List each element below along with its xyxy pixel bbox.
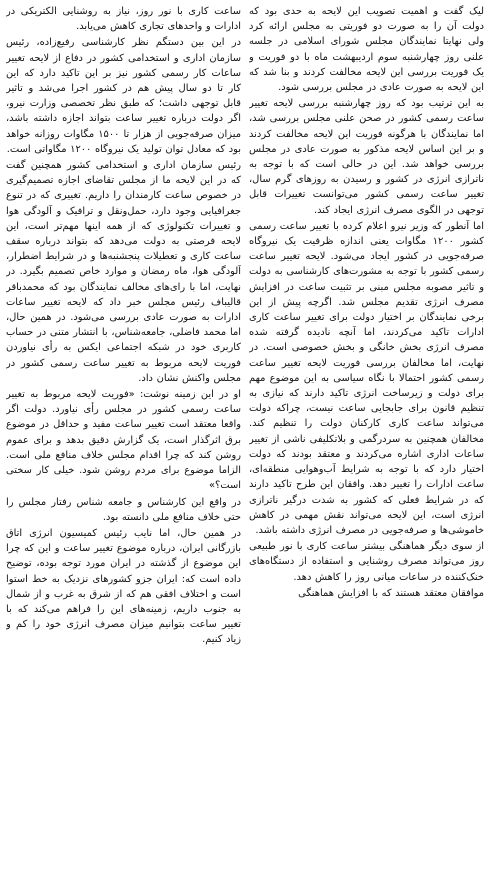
- paragraph: در این بین دستگم نظر کارشناسی رفیع‌زاده، رئیس سازمان اداری و استخدامی کشور در دفاع از لایحه تغییر ساعات کار رسمی کشور نیز بر این تاکید دارد که این کار تا دو سال پیش هم در کشور اجرا می‌شد و تاثیر قابل توجهی داشت؛ که طبق نظر تخصصی وزارت نیرو، اگر دولت درباره تغییر ساعت بتواند اجازه داشته باشد، میزان صرفه‌جویی از هزار تا ۱۵۰۰ مگاوات روزانه خواهد بود که معادل توان تولید یک نیروگاه ۱۲۰۰ مگاواتی است.: [6, 37, 241, 155]
- paragraph: در واقع این کارشناس و جامعه شناس رفتار مجلس را حتی خلاف منافع ملی دانسته بود.: [6, 496, 241, 523]
- paragraph: از سوی دیگر هماهنگی بیشتر ساعت کاری با نور طبیعی روز می‌تواند مصرف روشنایی و استفاده از دستگاه‌های خنک‌کننده در ساعات میانی روز را کاهش دهد.: [249, 541, 484, 583]
- paragraph: ساعت کاری با نور روز، نیاز به روشنایی الکتریکی در ادارات و واحدهای تجاری کاهش می‌یابد.: [6, 6, 241, 33]
- paragraph: به این ترتیب بود که روز چهارشنبه بررسی لایحه تغییر ساعت رسمی کشور در صحن علنی مجلس بررسی شد، اما نمایندگان با هرگونه فوریت این لایحه مخالفت کردند و بر این اساس لایحه مذکور به صورت عادی در مجلس بررسی خواهد شد. این در حالی است که با توجه به ناترازی انرژی در کشور و رسیدن به روزهای گرم سال، تغییر ساعت رسمی کشور می‌توانست تغییرات قابل توجهی در الگوی مصرف انرژی ایجاد کند.: [249, 98, 484, 216]
- article-column-left: [6, 4, 241, 889]
- paragraph: موافقان معتقد هستند که با افزایش هماهنگی: [298, 587, 484, 599]
- paragraph: اما آنطور که وزیر نیرو اعلام کرده با تغییر ساعت رسمی کشور ۱۲۰۰ مگاوات یعنی اندازه ظرفیت یک نیروگاه صرفه‌جویی در کشور ایجاد می‌شود. لایحه تغییر ساعت رسمی کشور با توجه به مشورت‌های کارشناسی به دولت و تاثیر مصوبه مجلس مبنی بر تثبیت ساعت در افزایش مصرف انرژی تقدیم مجلس شد. اگرچه پیش از این برخی نمایندگان بر اختیار دولت برای تغییر ساعت کاری ادارات تاکید می‌کردند، اما آنچه نادیده گرفته شده مصرف انرژی بخش خانگی و بخش خصوصی است. در نهایت، اما مخالفان بررسی فوریت لایحه تغییر ساعت رسمی کشور احتمالا با نگاه سیاسی به این موضوع مهم برای دولت و زیرساخت انرژی تاکید دارند که نیازی به تنظیم قانون برای جابجایی ساعت نیست، چراکه دولت می‌تواند ساعت کاری کارکنان دولت را تنظیم کند. مخالفان همچنین به سردرگمی و بلاتکلیفی ناشی از تغییر ساعات اداری اشاره می‌کردند و معتقد بودند که دولت اختیار دارد که با توجه به شرایط آب‌وهوایی منطقه‌ای، ساعت ادارات را تغییر دهد. وافقان این طرح تاکید دارند که در شرایط فعلی که کشور به شدت درگیر ناترازی انرژی است، این لایحه می‌تواند نقش مهمی در کاهش خاموشی‌ها و صرفه‌جویی در مصرف انرژی داشته باشد.: [249, 220, 484, 536]
- paragraph: او در این زمینه نوشت: «فوریت لایحه مربوط به تغییر ساعت رسمی کشور در مجلس رأی نیاورد. دولت اگر واقعا معتقد است تغییر ساعت مفید و حداقل در موضوع برق اثرگذار است، یک گزارش دقیق بدهد و برای عموم روشن کند که چرا اقدام مجلس خلاف منافع ملی است. الزاما موضوع برای مردم روشن شود. خیلی کار سختی است؟»: [6, 389, 241, 492]
- article-page: [6, 4, 484, 889]
- paragraph: لیک گفت و اهمیت تصویب این لایحه به حدی بود که دولت آن را به صورت دو فوریتی به مجلس ارائه کرد ولی نهایتا نمایندگان مجلس شورای اسلامی در جلسه علنی روز چهارشنبه سوم اردیبهشت ماه با دو فوریت و یک فوریت بررسی این لایحه مخالفت کردند و بنا شد که این لایحه به صورت عادی در مجلس بررسی شود.: [249, 6, 484, 94]
- paragraph: رئیس سازمان اداری و استخدامی کشور همچنین گفت که در این لایحه ما از مجلس تقاضای اجازه تصمیم‌گیری در خصوص ساعت کارمندان را داریم. تغییری که در تنوع جغرافیایی وجود دارد، حمل‌ونقل و ترافیک و آلودگی هوا و تغییرات تکنولوژی که از همه اینها مهم‌تر است، این لایحه فرصتی به دولت می‌دهد که بتواند درباره سقف ساعت کاری و تعطیلات پنجشنبه‌ها و در شرایط اضطرار، آلودگی هوا، ماه رمضان و موارد خاص تصمیم بگیرد. در نهایت، اما با رای‌های مخالف نمایندگان بود که محمدباقر قالیباف رئیس مجلس خبر داد که لایحه تغییر ساعات ادارات به صورت عادی بررسی می‌شود. در همین حال، اما محمد فاضلی، جامعه‌شناس، با انتشار متنی در حساب کاربری خود در شبکه اجتماعی ایکس به رأی نیاوردن فوریت لایحه مربوط به تغییر ساعت رسمی کشور در مجلس واکنش نشان داد.: [6, 160, 241, 384]
- article-column-right: [249, 4, 484, 889]
- paragraph: در همین حال، اما نایب رئیس کمیسیون انرژی اتاق بازرگانی ایران، درباره موضوع تغییر ساعت و این که چرا این موضوع از گذشته در ایران مورد توجه بوده، توضیح داده است که: ایران جزو کشورهای نزدیک به خط استوا است و اختلاف افقی هم که از شرق به غرب و از شمال به جنوب داریم، زمینه‌های این را فراهم می‌کند که با تغییر ساعت بتوانیم میزان مصرف انرژی خود را کم و زیاد کنیم.: [6, 527, 241, 646]
